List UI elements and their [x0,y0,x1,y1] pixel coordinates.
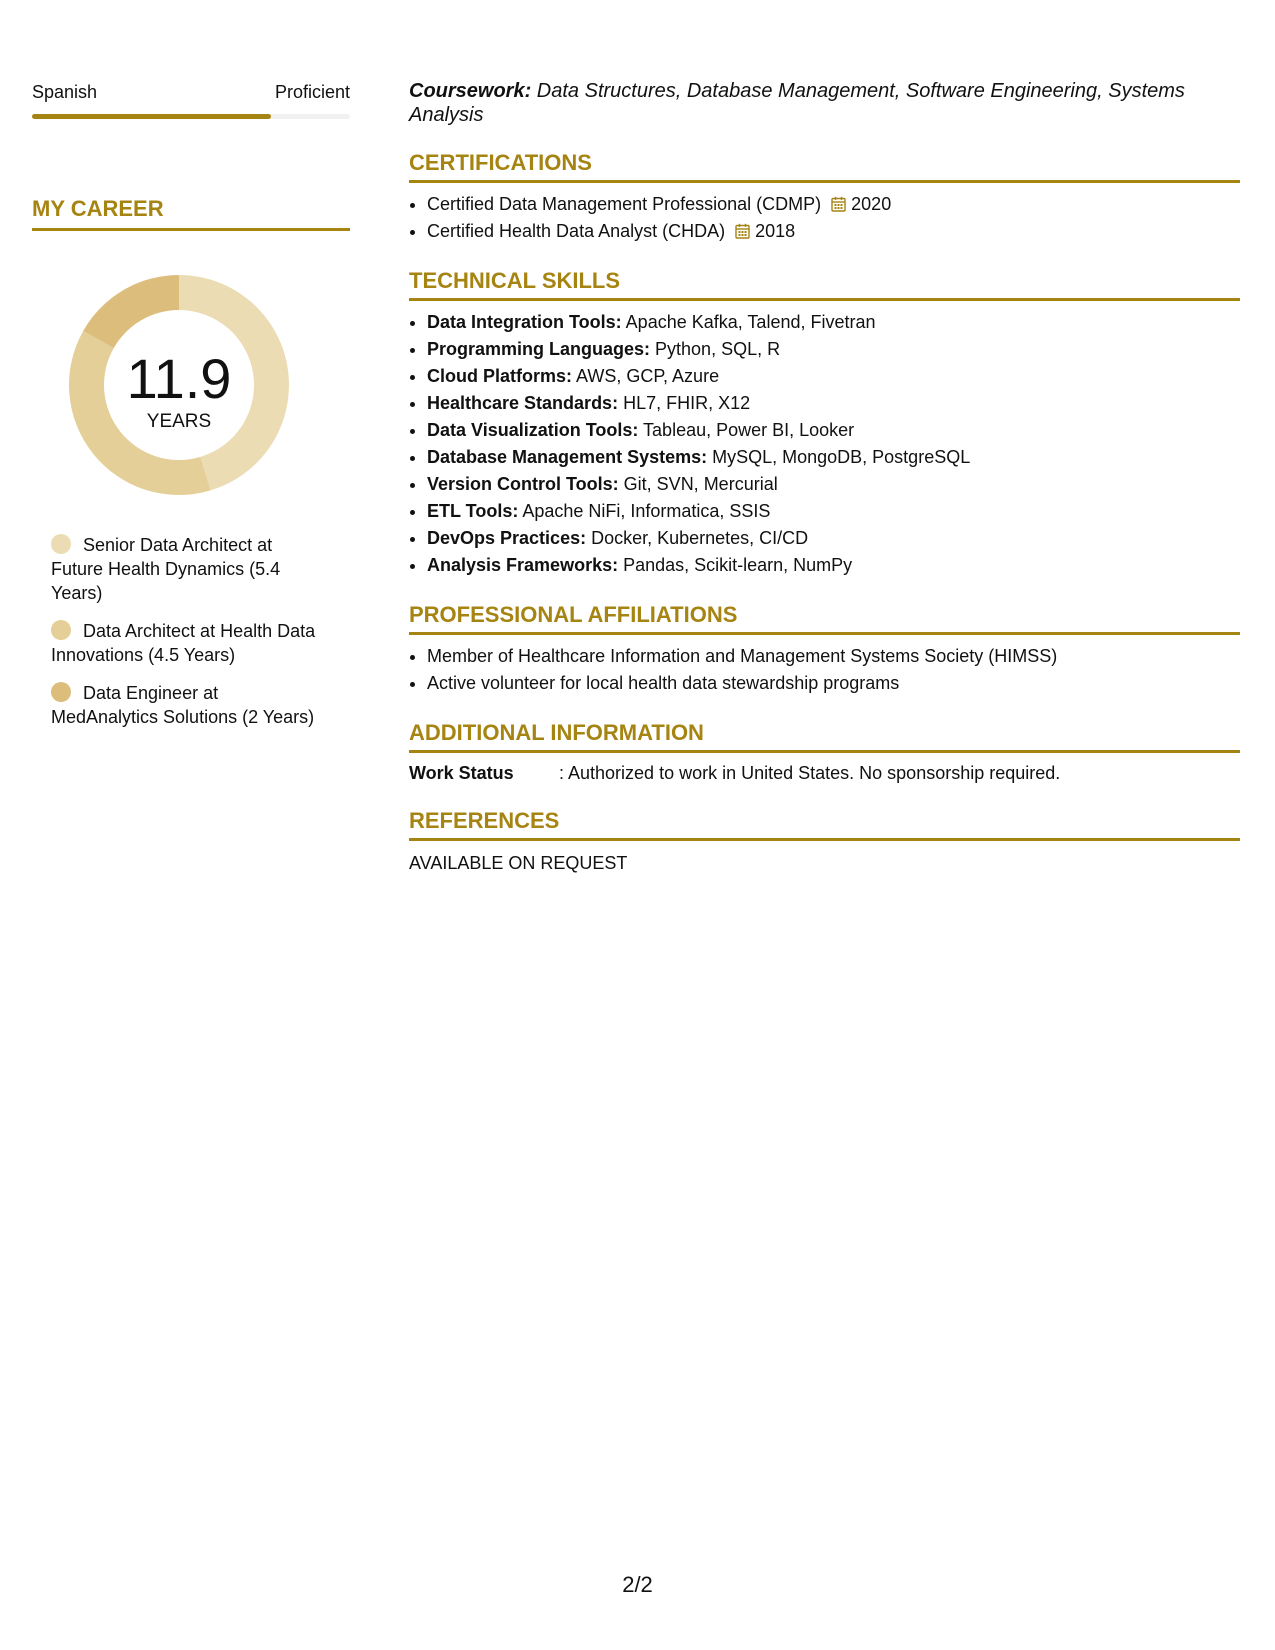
skill-item [427,444,1240,471]
skill-value: Python, SQL, R [650,339,781,359]
skill-value: Pandas, Scikit-learn, NumPy [618,555,853,575]
certification-item [427,191,1240,218]
skill-item [427,471,1240,498]
technical-skills-section [409,267,1240,579]
language-proficiency-fill [32,114,271,119]
references-section [409,807,1240,875]
skill-value: Tableau, Power BI, Looker [638,420,855,440]
legend-swatch [51,682,71,702]
career-legend [51,533,321,729]
certifications-title: CERTIFICATIONS [409,149,1240,183]
skill-item [427,309,1240,336]
certifications-section [409,149,1240,245]
language-row [32,80,350,104]
skill-label: Healthcare Standards: [427,393,619,413]
certifications-list [409,191,1240,245]
coursework [409,79,1240,127]
legend-swatch [51,534,71,554]
skill-item [427,390,1240,417]
certification-year: 2020 [851,194,892,214]
skill-label: Analysis Frameworks: [427,555,619,575]
certification-year: 2018 [755,221,796,241]
page-number: 2/2 [622,1572,653,1597]
skill-value: Apache Kafka, Talend, Fivetran [621,312,876,332]
references-title: REFERENCES [409,807,1240,841]
legend-label: Senior Data Architect at Future Health Dynamics (5.4 Years) [51,535,281,603]
legend-item [51,681,321,729]
skill-item [427,498,1240,525]
career-total-value: 11.9 [126,347,232,410]
technical-skills-title: TECHNICAL SKILLS [409,267,1240,301]
calendar-icon [831,193,846,209]
career-total-unit: YEARS [146,411,212,432]
skill-value: Docker, Kubernetes, CI/CD [586,528,809,548]
certification-name: Certified Data Management Professional (CDMP) [427,194,822,214]
language-name: Spanish [32,82,98,102]
skill-label: Database Management Systems: [427,447,708,467]
legend-item [51,533,321,605]
affiliation-item: • Active volunteer for local health data stewardship programs [427,670,1240,697]
legend-label: Data Architect at Health Data Innovations (4.5 Years) [51,621,316,665]
skill-label: Data Visualization Tools: [427,420,639,440]
skill-item [427,336,1240,363]
language-level: Proficient [274,82,350,102]
career-donut-chart [67,273,291,497]
skill-label: Cloud Platforms: [427,366,573,386]
legend-label: Data Engineer at MedAnalytics Solutions (2 Years) [51,683,315,727]
affiliation-item: • Member of Healthcare Information and Management Systems Society (HIMSS) [427,643,1240,670]
additional-info-title: ADDITIONAL INFORMATION [409,719,1240,753]
affiliations-title: PROFESSIONAL AFFILIATIONS [409,601,1240,635]
skill-item [427,417,1240,444]
skill-item [427,363,1240,390]
coursework-label: Coursework: [409,80,532,102]
affiliations-list [409,643,1240,697]
skill-label: Version Control Tools: [427,474,619,494]
skill-label: Data Integration Tools: [427,312,622,332]
skill-label: Programming Languages: [427,339,651,359]
certification-item [427,218,1240,245]
skill-item [427,552,1240,579]
legend-item [51,619,321,667]
skill-value: MySQL, MongoDB, PostgreSQL [707,447,971,467]
work-status-label: Work Status [409,763,514,783]
skill-label: DevOps Practices: [427,528,587,548]
work-status-row [409,761,1240,785]
skill-value: Apache NiFi, Informatica, SSIS [518,501,771,521]
skill-value: Git, SVN, Mercurial [618,474,778,494]
skill-item [427,525,1240,552]
donut-slice [83,275,179,348]
language-proficiency-bar [32,114,350,119]
affiliations-section [409,601,1240,697]
coursework-text: Data Structures, Database Management, Software Engineering, Systems Analysis [409,80,1185,126]
certification-name: Certified Health Data Analyst (CHDA) [427,221,726,241]
technical-skills-list [409,309,1240,579]
skill-value: AWS, GCP, Azure [572,366,720,386]
work-status-value: : Authorized to work in United States. No sponsorship required. [559,763,1061,783]
career-heading: MY CAREER [32,194,350,231]
additional-info-section [409,719,1240,785]
legend-swatch [51,620,71,640]
calendar-icon [735,220,750,236]
sidebar [32,80,350,743]
skill-label: ETL Tools: [427,501,519,521]
main-content [409,79,1240,875]
skill-value: HL7, FHIR, X12 [618,393,751,413]
references-text: AVAILABLE ON REQUEST [409,853,628,873]
donut-center [67,347,291,433]
